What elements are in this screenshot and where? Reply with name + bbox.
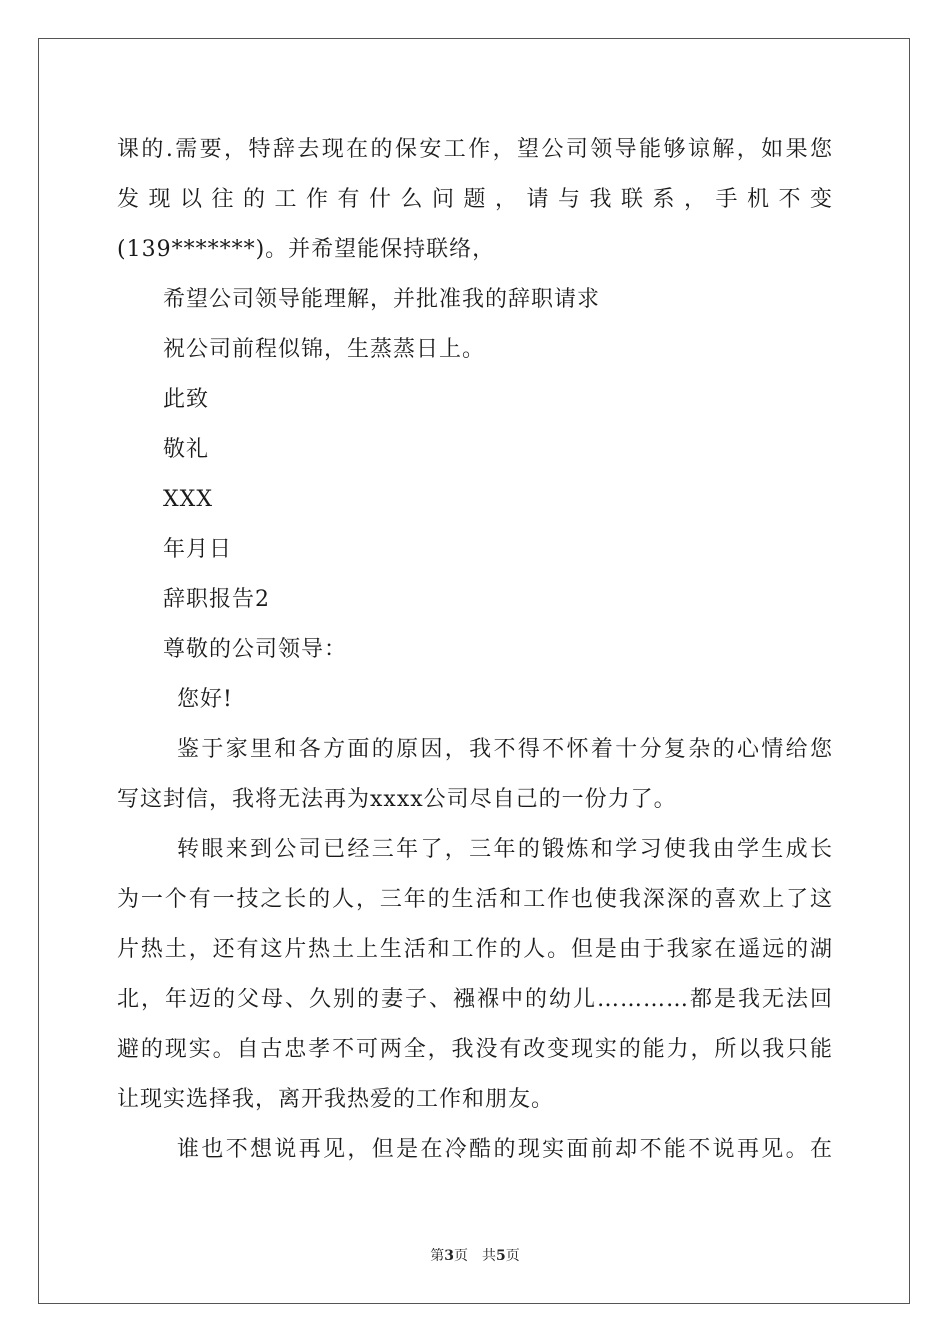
text-line: XXX <box>163 487 213 512</box>
text-line: 您好! <box>177 687 233 712</box>
total-pages-number: 5 <box>496 1248 506 1264</box>
document-body <box>117 125 833 1175</box>
text-line: 敬礼 <box>163 437 210 462</box>
text-line: 转眼来到公司已经三年了，三年的锻炼和学习使我由学生成长 <box>177 837 833 862</box>
text-line: 发现以往的工作有什么问题，请与我联系，手机不变 <box>117 187 833 212</box>
text-line: 辞职报告2 <box>163 587 270 612</box>
footer-prefix: 第 <box>430 1248 445 1264</box>
page-footer <box>0 1245 950 1265</box>
text-line: 祝公司前程似锦，生蒸蒸日上。 <box>163 337 486 362</box>
text-line: 为一个有一技之长的人，三年的生活和工作也使我深深的喜欢上了这 <box>117 887 833 912</box>
footer-suffix: 页 <box>505 1248 520 1264</box>
text-line: 避的现实。自古忠孝不可两全，我没有改变现实的能力，所以我只能 <box>117 1037 833 1062</box>
text-line: 北，年迈的父母、久别的妻子、襁褓中的幼儿…………都是我无法回 <box>117 987 833 1012</box>
text-line: 课的.需要，特辞去现在的保安工作，望公司领导能够谅解，如果您 <box>117 137 833 162</box>
text-line: 写这封信，我将无法再为xxxx公司尽自己的一份力了。 <box>117 787 677 812</box>
text-line: 让现实选择我，离开我热爱的工作和朋友。 <box>117 1087 555 1112</box>
text-line: 片热土，还有这片热土上生活和工作的人。但是由于我家在遥远的湖 <box>117 937 833 962</box>
text-line: 此致 <box>163 387 210 412</box>
text-line: (139*******)。并希望能保持联络， <box>117 237 496 262</box>
text-line: 年月日 <box>163 537 233 562</box>
footer-middle: 页 共 <box>454 1248 496 1264</box>
text-line: 尊敬的公司领导： <box>163 637 348 662</box>
text-line: 谁也不想说再见，但是在冷酷的现实面前却不能不说再见。在 <box>177 1137 833 1162</box>
text-line: 希望公司领导能理解，并批准我的辞职请求 <box>163 287 601 312</box>
current-page-number: 3 <box>444 1248 454 1264</box>
text-line: 鉴于家里和各方面的原因，我不得不怀着十分复杂的心情给您 <box>177 737 833 762</box>
